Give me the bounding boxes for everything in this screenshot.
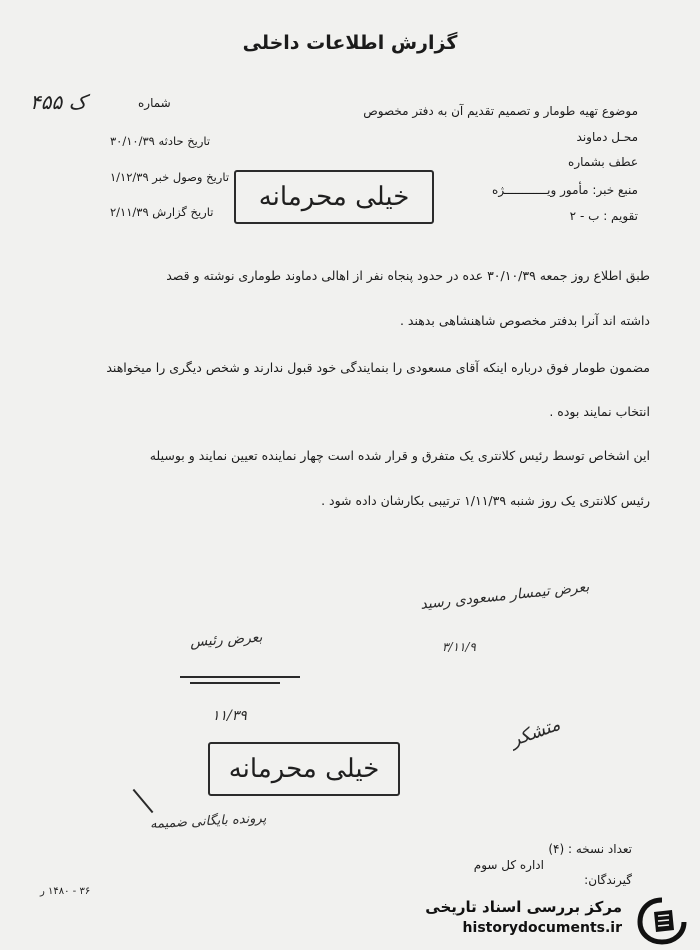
- receipt-date-field: تاریخ وصول خبر ۱/۱۲/۳۹: [110, 170, 230, 184]
- recipient-field: اداره کل سوم: [473, 858, 544, 872]
- subject-field: موضوع تهیه طومار و تصمیم تقدیم آن به دفتر مخصوص: [363, 104, 638, 118]
- source-field: منبع خبر: مأمور ویــــــــــــژه: [492, 183, 638, 197]
- handwritten-date: ۳/۱۱/۹: [442, 640, 476, 654]
- event-date-field: تاریخ حادثه ۳۰/۱۰/۳۹: [110, 134, 211, 148]
- signature-scribble: [190, 682, 280, 684]
- handwritten-note: پرونده بایگانی ضمیمه: [149, 810, 267, 833]
- handwritten-note: بعرض تیمسار مسعودی رسید: [419, 579, 590, 613]
- paragraph-line: طبق اطلاع روز جمعه ۳۰/۱۰/۳۹ عده در حدود پنجاه نفر از اهالی دماوند طوماری نوشته و قصد: [166, 268, 650, 283]
- paragraph-line: انتخاب نمایند بوده .: [549, 404, 650, 419]
- paragraph-line: مضمون طومار فوق درباره اینکه آقای مسعودی را بنمایندگی خود قبول ندارند و شخص دیگری را میخواهند: [106, 360, 650, 375]
- logo-title: مرکز بررسی اسناد تاریخی: [425, 898, 622, 916]
- reference-field: عطف بشماره: [568, 155, 638, 169]
- handwritten-initial: متشکر: [507, 713, 564, 752]
- document-emblem-icon: [636, 896, 688, 946]
- signature-scribble: [133, 789, 154, 813]
- signature-scribble: [180, 676, 300, 678]
- archive-logo: [410, 896, 692, 948]
- report-date-field: تاریخ گزارش ۲/۱۱/۳۹: [110, 205, 214, 219]
- handwritten-note: بعرض رئیس: [189, 629, 263, 651]
- copies-field: تعداد نسخه : (۴): [548, 842, 632, 856]
- confidential-stamp: خیلی محرمانه: [234, 170, 434, 224]
- confidential-stamp: خیلی محرمانه: [208, 742, 400, 796]
- footer-code: ۳۶ - ۱۴۸۰ ر: [40, 886, 91, 897]
- paragraph-line: داشته اند آنرا بدفتر مخصوص شاهنشاهی بدهند .: [399, 313, 650, 328]
- logo-url: historydocuments.ir: [462, 920, 622, 936]
- recipients-label: گیرندگان:: [584, 873, 632, 887]
- number-label: شماره: [138, 96, 171, 110]
- handwritten-date: ۱۱/۳۹: [212, 708, 247, 724]
- paragraph-line: رئیس کلانتری یک روز شنبه ۱/۱۱/۳۹ ترتیبی بکارشان داده شود .: [321, 493, 650, 508]
- paragraph-line: این اشخاص توسط رئیس کلانتری یک متفرق و قرار شده است چهار نماینده تعیین نمایند و بوسیله: [149, 448, 650, 463]
- evaluation-field: تقویم : ب - ۲: [569, 209, 638, 223]
- document-title: گزارش اطلاعات داخلی: [242, 32, 458, 54]
- handwritten-number: ۴۵۵ ک: [30, 90, 87, 114]
- place-field: محـل دماوند: [576, 130, 638, 144]
